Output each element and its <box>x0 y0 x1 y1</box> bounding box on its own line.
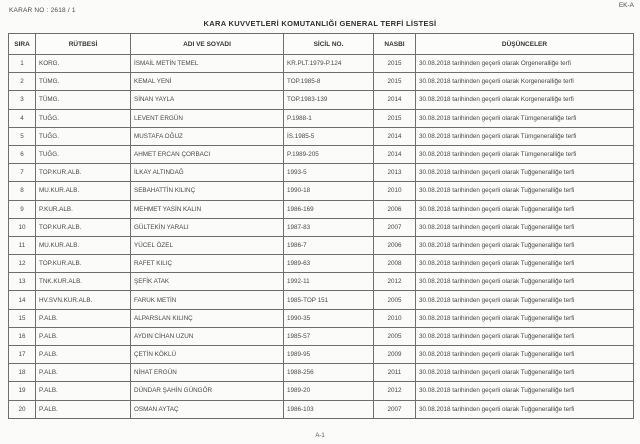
cell-dusunce: 30.08.2018 tarihinden geçerli olarak Tuğgeneralliğe terfi <box>416 309 634 327</box>
cell-ad: LEVENT ERGÜN <box>131 109 284 127</box>
cell-sira: 7 <box>9 164 36 182</box>
cell-dusunce: 30.08.2018 tarihinden geçerli olarak Tuğgeneralliğe terfi <box>416 400 634 418</box>
cell-sira: 4 <box>9 109 36 127</box>
cell-sicil: 1992-11 <box>284 273 374 291</box>
cell-sira: 1 <box>9 55 36 73</box>
cell-rutbe: KORG. <box>36 55 131 73</box>
cell-sira: 11 <box>9 236 36 254</box>
column-header-adi: ADI VE SOYADI <box>131 34 284 55</box>
cell-sicil: 1993-5 <box>284 164 374 182</box>
cell-ad: OSMAN AYTAÇ <box>131 400 284 418</box>
cell-nasbi: 2006 <box>374 200 416 218</box>
cell-rutbe: P.KUR.ALB. <box>36 200 131 218</box>
column-header-dusunceler: DÜŞÜNCELER <box>416 34 634 55</box>
cell-dusunce: 30.08.2018 tarihinden geçerli olarak Tuğgeneralliğe terfi <box>416 255 634 273</box>
table-row <box>9 218 634 236</box>
column-header-sicil: SİCİL NO. <box>284 34 374 55</box>
cell-rutbe: P.ALB. <box>36 346 131 364</box>
cell-ad: AHMET ERCAN ÇORBACI <box>131 145 284 163</box>
cell-nasbi: 2013 <box>374 164 416 182</box>
cell-rutbe: TOP.KUR.ALB. <box>36 218 131 236</box>
cell-dusunce: 30.08.2018 tarihinden geçerli olarak Korgeneralliğe terfi <box>416 73 634 91</box>
cell-sicil: 1989-95 <box>284 346 374 364</box>
cell-sicil: 1990-18 <box>284 182 374 200</box>
cell-rutbe: TOP.KUR.ALB. <box>36 164 131 182</box>
cell-dusunce: 30.08.2018 tarihinden geçerli olarak Tuğgeneralliğe terfi <box>416 164 634 182</box>
cell-ad: ÇETİN KÖKLÜ <box>131 346 284 364</box>
table-row <box>9 73 634 91</box>
cell-sira: 2 <box>9 73 36 91</box>
cell-ad: AYDIN CİHAN UZUN <box>131 327 284 345</box>
cell-sicil: KR.PLT.1979-P.124 <box>284 55 374 73</box>
cell-ad: SEBAHATTİN KILINÇ <box>131 182 284 200</box>
cell-rutbe: P.ALB. <box>36 400 131 418</box>
cell-rutbe: MU.KUR.ALB. <box>36 182 131 200</box>
cell-nasbi: 2014 <box>374 127 416 145</box>
table-body <box>9 55 634 419</box>
cell-ad: DÜNDAR ŞAHİN GÜNGÖR <box>131 382 284 400</box>
cell-sira: 9 <box>9 200 36 218</box>
table-row <box>9 309 634 327</box>
cell-rutbe: P.ALB. <box>36 309 131 327</box>
table-row <box>9 55 634 73</box>
cell-ad: İLKAY ALTINDAĞ <box>131 164 284 182</box>
cell-dusunce: 30.08.2018 tarihinden geçerli olarak Tuğgeneralliğe terfi <box>416 327 634 345</box>
cell-dusunce: 30.08.2018 tarihinden geçerli olarak Orgeneralliğe terfi <box>416 55 634 73</box>
table-row <box>9 273 634 291</box>
karar-no-label: KARAR NO : 2618 / 1 <box>9 7 76 14</box>
cell-sira: 16 <box>9 327 36 345</box>
cell-sira: 13 <box>9 273 36 291</box>
cell-sira: 6 <box>9 145 36 163</box>
cell-sicil: 1990-35 <box>284 309 374 327</box>
cell-sira: 17 <box>9 346 36 364</box>
cell-nasbi: 2015 <box>374 73 416 91</box>
table-row <box>9 91 634 109</box>
page-title: KARA KUVVETLERİ KOMUTANLIĞI GENERAL TERFİ LİSTESİ <box>203 19 437 28</box>
cell-nasbi: 2005 <box>374 327 416 345</box>
cell-sicil: 1989-63 <box>284 255 374 273</box>
cell-sicil: 1988-256 <box>284 364 374 382</box>
table-row <box>9 200 634 218</box>
table-row <box>9 127 634 145</box>
table-row <box>9 236 634 254</box>
table-row <box>9 327 634 345</box>
cell-sira: 10 <box>9 218 36 236</box>
cell-dusunce: 30.08.2018 tarihinden geçerli olarak Tümgeneralliğe terfi <box>416 127 634 145</box>
table-header <box>9 34 634 55</box>
cell-sicil: 1989-20 <box>284 382 374 400</box>
cell-dusunce: 30.08.2018 tarihinden geçerli olarak Tuğgeneralliğe terfi <box>416 236 634 254</box>
cell-nasbi: 2008 <box>374 255 416 273</box>
cell-sicil: TOP.1983-139 <box>284 91 374 109</box>
cell-sicil: 1986-103 <box>284 400 374 418</box>
cell-rutbe: P.ALB. <box>36 327 131 345</box>
cell-nasbi: 2014 <box>374 91 416 109</box>
cell-nasbi: 2014 <box>374 145 416 163</box>
cell-sicil: P.1988-1 <box>284 109 374 127</box>
cell-rutbe: TNK.KUR.ALB. <box>36 273 131 291</box>
cell-dusunce: 30.08.2018 tarihinden geçerli olarak Tuğgeneralliğe terfi <box>416 364 634 382</box>
cell-sira: 15 <box>9 309 36 327</box>
cell-rutbe: TUĞG. <box>36 127 131 145</box>
cell-nasbi: 2012 <box>374 382 416 400</box>
cell-sicil: İS.1985-5 <box>284 127 374 145</box>
cell-ad: SİNAN YAYLA <box>131 91 284 109</box>
cell-nasbi: 2015 <box>374 109 416 127</box>
cell-ad: NİHAT ERGÜN <box>131 364 284 382</box>
table-row <box>9 182 634 200</box>
table-row <box>9 145 634 163</box>
cell-ad: RAFET KILIÇ <box>131 255 284 273</box>
cell-sicil: 1986-7 <box>284 236 374 254</box>
cell-sicil: 1985-57 <box>284 327 374 345</box>
cell-ad: FARUK METİN <box>131 291 284 309</box>
cell-dusunce: 30.08.2018 tarihinden geçerli olarak Tuğgeneralliğe terfi <box>416 182 634 200</box>
cell-sira: 12 <box>9 255 36 273</box>
column-header-rutbesi: RÜTBESİ <box>36 34 131 55</box>
cell-sicil: 1986-169 <box>284 200 374 218</box>
cell-dusunce: 30.08.2018 tarihinden geçerli olarak Korgeneralliğe terfi <box>416 91 634 109</box>
cell-sira: 14 <box>9 291 36 309</box>
cell-ad: GÜLTEKİN YARALI <box>131 218 284 236</box>
cell-dusunce: 30.08.2018 tarihinden geçerli olarak Tuğgeneralliğe terfi <box>416 291 634 309</box>
cell-rutbe: P.ALB. <box>36 382 131 400</box>
ek-label: EK-A <box>618 2 634 9</box>
cell-dusunce: 30.08.2018 tarihinden geçerli olarak Tuğgeneralliğe terfi <box>416 346 634 364</box>
table-row <box>9 291 634 309</box>
cell-ad: YÜCEL ÖZEL <box>131 236 284 254</box>
column-header-nasbi: NASBI <box>374 34 416 55</box>
cell-dusunce: 30.08.2018 tarihinden geçerli olarak Tuğgeneralliğe terfi <box>416 218 634 236</box>
cell-rutbe: TÜMG. <box>36 91 131 109</box>
table-row <box>9 400 634 418</box>
cell-nasbi: 2006 <box>374 236 416 254</box>
cell-sira: 18 <box>9 364 36 382</box>
cell-nasbi: 2011 <box>374 364 416 382</box>
table-row <box>9 255 634 273</box>
cell-nasbi: 2009 <box>374 346 416 364</box>
cell-nasbi: 2005 <box>374 291 416 309</box>
page-number: A-1 <box>315 433 325 439</box>
cell-rutbe: MU.KUR.ALB. <box>36 236 131 254</box>
cell-sicil: TOP.1985-8 <box>284 73 374 91</box>
cell-sira: 20 <box>9 400 36 418</box>
cell-nasbi: 2010 <box>374 182 416 200</box>
cell-rutbe: P.ALB. <box>36 364 131 382</box>
cell-dusunce: 30.08.2018 tarihinden geçerli olarak Tümgeneralliğe terfi <box>416 145 634 163</box>
cell-sira: 3 <box>9 91 36 109</box>
cell-dusunce: 30.08.2018 tarihinden geçerli olarak Tuğgeneralliğe terfi <box>416 273 634 291</box>
table-row <box>9 346 634 364</box>
cell-rutbe: TUĞG. <box>36 145 131 163</box>
cell-dusunce: 30.08.2018 tarihinden geçerli olarak Tuğgeneralliğe terfi <box>416 382 634 400</box>
cell-ad: ŞEFİK ATAK <box>131 273 284 291</box>
cell-sicil: 1987-83 <box>284 218 374 236</box>
cell-sicil: P.1989-205 <box>284 145 374 163</box>
cell-nasbi: 2015 <box>374 55 416 73</box>
column-header-sira: SIRA <box>9 34 36 55</box>
cell-dusunce: 30.08.2018 tarihinden geçerli olarak Tuğgeneralliğe terfi <box>416 200 634 218</box>
cell-sira: 8 <box>9 182 36 200</box>
cell-sicil: 1985-TOP 151 <box>284 291 374 309</box>
cell-nasbi: 2010 <box>374 309 416 327</box>
cell-ad: İSMAİL METİN TEMEL <box>131 55 284 73</box>
cell-ad: KEMAL YENİ <box>131 73 284 91</box>
cell-nasbi: 2007 <box>374 400 416 418</box>
table-row <box>9 109 634 127</box>
cell-ad: ALPARSLAN KILINÇ <box>131 309 284 327</box>
cell-sira: 5 <box>9 127 36 145</box>
cell-sira: 19 <box>9 382 36 400</box>
table-row <box>9 164 634 182</box>
cell-rutbe: HV.SVN.KUR.ALB. <box>36 291 131 309</box>
cell-ad: MEHMET YASİN KALIN <box>131 200 284 218</box>
table-header-row <box>9 34 634 55</box>
cell-ad: MUSTAFA OĞUZ <box>131 127 284 145</box>
table-row <box>9 364 634 382</box>
cell-dusunce: 30.08.2018 tarihinden geçerli olarak Tümgeneralliğe terfi <box>416 109 634 127</box>
table-row <box>9 382 634 400</box>
promotion-table <box>8 33 634 419</box>
cell-nasbi: 2012 <box>374 273 416 291</box>
cell-rutbe: TOP.KUR.ALB. <box>36 255 131 273</box>
cell-nasbi: 2007 <box>374 218 416 236</box>
cell-rutbe: TÜMG. <box>36 73 131 91</box>
cell-rutbe: TUĞG. <box>36 109 131 127</box>
